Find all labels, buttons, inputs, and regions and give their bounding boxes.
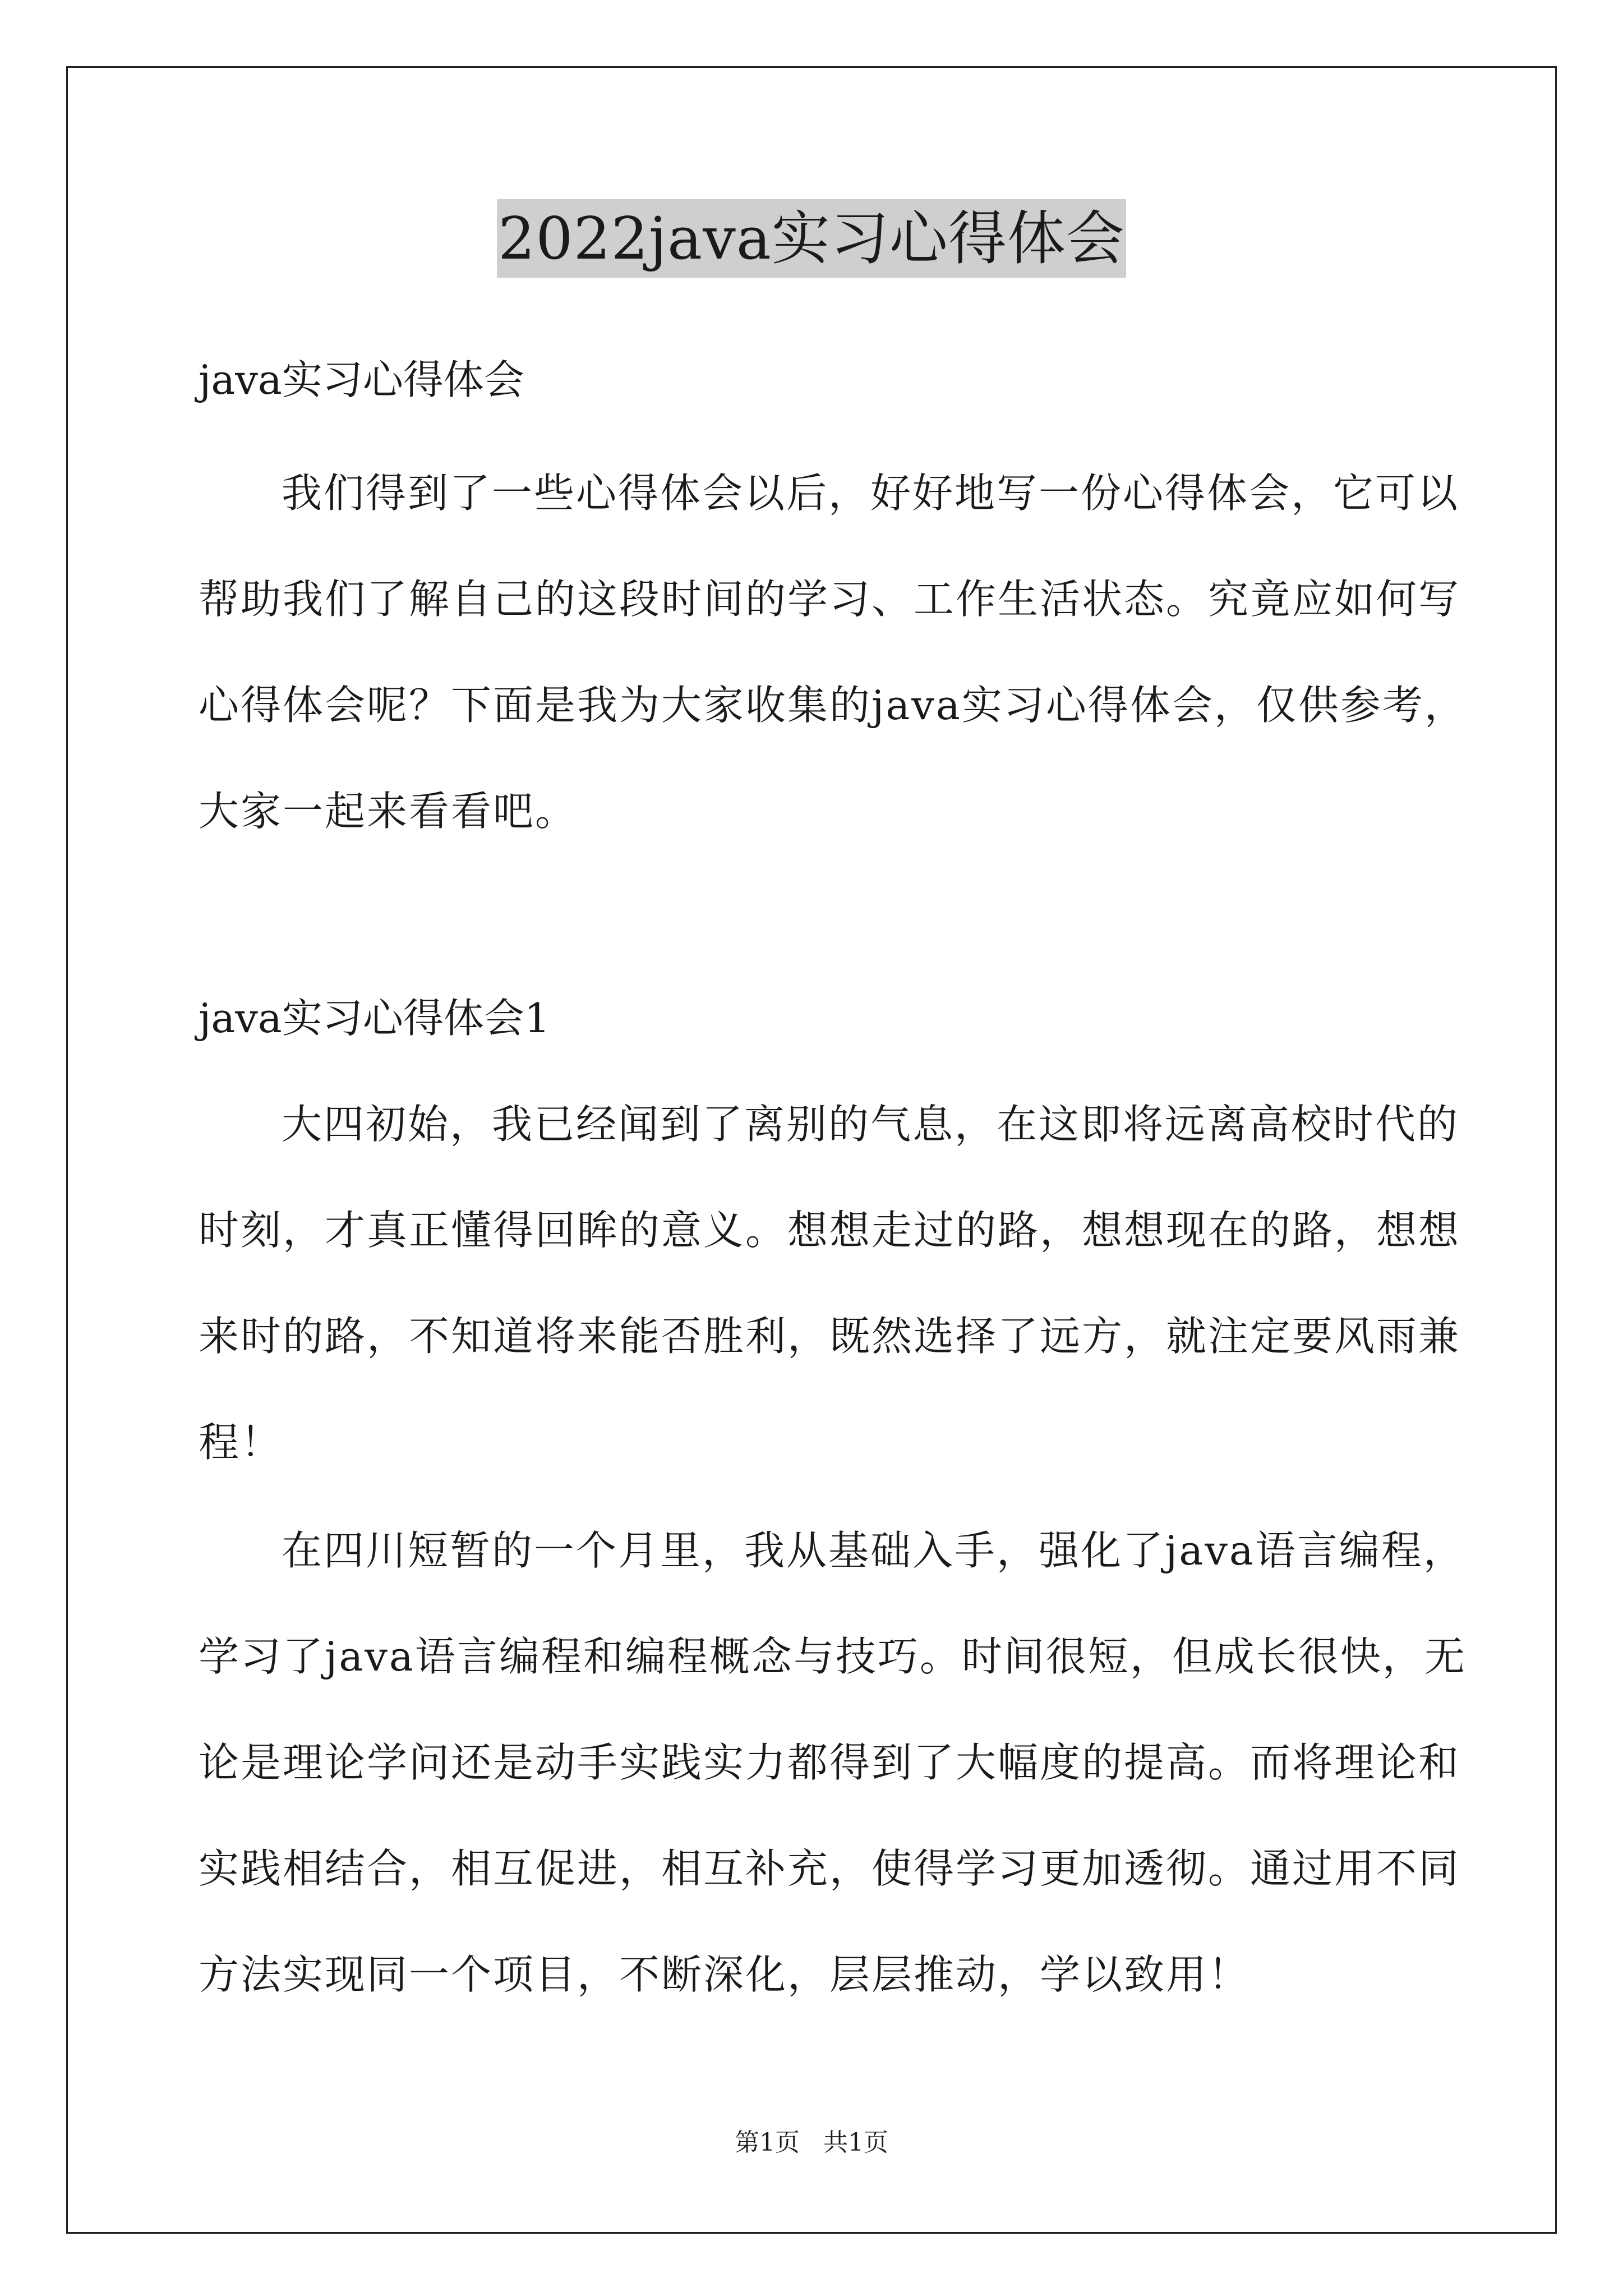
- paragraph-line: 学习了java语言编程和编程概念与技巧。时间很短，但成长很快，无: [199, 1633, 1467, 1680]
- paragraph-line: 我们得到了一些心得体会以后，好好地写一份心得体会，它可以: [282, 470, 1460, 517]
- paragraph-line: 程！: [199, 1419, 283, 1466]
- document-title: 2022java实习心得体会: [497, 199, 1126, 278]
- paragraph-line: 心得体会呢？下面是我为大家收集的java实习心得体会，仅供参考，: [199, 682, 1467, 729]
- section-heading: java实习心得体会1: [199, 995, 550, 1042]
- paragraph-line: 帮助我们了解自己的这段时间的学习、工作生活状态。究竟应如何写: [199, 576, 1461, 623]
- paragraph-line: 大四初始，我已经闻到了离别的气息，在这即将远离高校时代的: [282, 1101, 1460, 1148]
- paragraph-line: 来时的路，不知道将来能否胜利，既然选择了远方，就注定要风雨兼: [199, 1313, 1461, 1360]
- page-footer: 第1页 共1页: [735, 2128, 888, 2157]
- paragraph-line: 时刻，才真正懂得回眸的意义。想想走过的路，想想现在的路，想想: [199, 1207, 1461, 1254]
- section-paragraph-1: [199, 1071, 1466, 1496]
- document-subtitle: java实习心得体会: [199, 356, 524, 403]
- paragraph-line: 在四川短暂的一个月里，我从基础入手，强化了java语言编程，: [282, 1527, 1465, 1574]
- section-paragraph-2: [199, 1498, 1466, 2028]
- paragraph-line: 大家一起来看看吧。: [199, 788, 578, 835]
- paragraph-line: 方法实现同一个项目，不断深化，层层推动，学以致用！: [199, 1951, 1251, 1998]
- title-container: [0, 199, 1623, 278]
- paragraph-line: 实践相结合，相互促进，相互补充，使得学习更加透彻。通过用不同: [199, 1845, 1461, 1892]
- paragraph-line: 论是理论学问还是动手实践实力都得到了大幅度的提高。而将理论和: [199, 1739, 1461, 1786]
- intro-paragraph: [199, 440, 1466, 864]
